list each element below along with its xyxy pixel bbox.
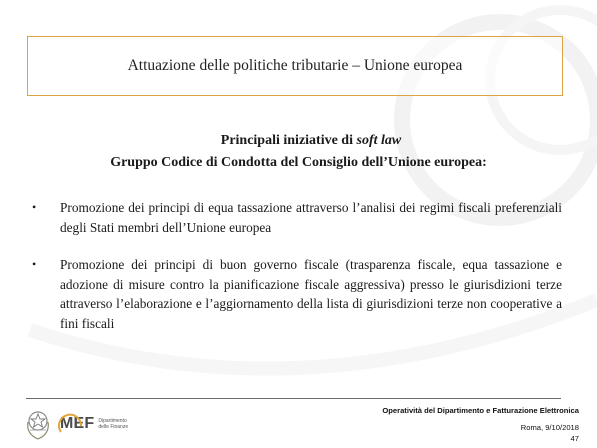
footer-info [382, 405, 579, 445]
headings [0, 130, 597, 174]
bullet-list [32, 198, 562, 351]
bullet-marker: • [32, 200, 37, 214]
mef-arc-icon [58, 412, 84, 436]
bullet-text: Promozione dei principi di buon governo fiscale (trasparenza fiscale, equa tassazione e adozione di misure contro la pianificazione fiscale aggressiva) presso le giurisdizioni terze attraverso l’elaborazione e l’aggiornamento della lista di giurisdizioni terze non cooperative a fini fiscali [60, 257, 562, 331]
title-box [27, 36, 563, 96]
mef-logo-text: MEF [60, 415, 95, 432]
footer-event-title: Operatività del Dipartimento e Fatturazione Elettronica [382, 406, 579, 415]
heading-line-1-italic: soft law [356, 133, 402, 148]
mef-logo [60, 410, 136, 438]
footer-place-date: Roma, 9/10/2018 [520, 422, 579, 432]
bullet-marker: • [32, 257, 37, 271]
heading-line-2: Gruppo Codice di Condotta del Consiglio dell’Unione europea: [110, 155, 487, 170]
italian-republic-emblem-icon [24, 408, 52, 442]
list-item [32, 198, 562, 237]
footer-divider [26, 398, 561, 399]
page-number: 47 [570, 434, 579, 443]
bullet-text: Promozione dei principi di equa tassazione attraverso l’analisi dei regimi fiscali preferenziali degli Stati membri dell’Unione europea [60, 200, 562, 235]
slide-title: Attuazione delle politiche tributarie – Unione europea [127, 57, 463, 74]
heading-line-1 [0, 130, 597, 152]
mef-logo-subtitle: Dipartimento delle Finanze [98, 418, 129, 430]
list-item [32, 255, 562, 333]
heading-line-1-prefix: Principali iniziative di [220, 133, 357, 148]
